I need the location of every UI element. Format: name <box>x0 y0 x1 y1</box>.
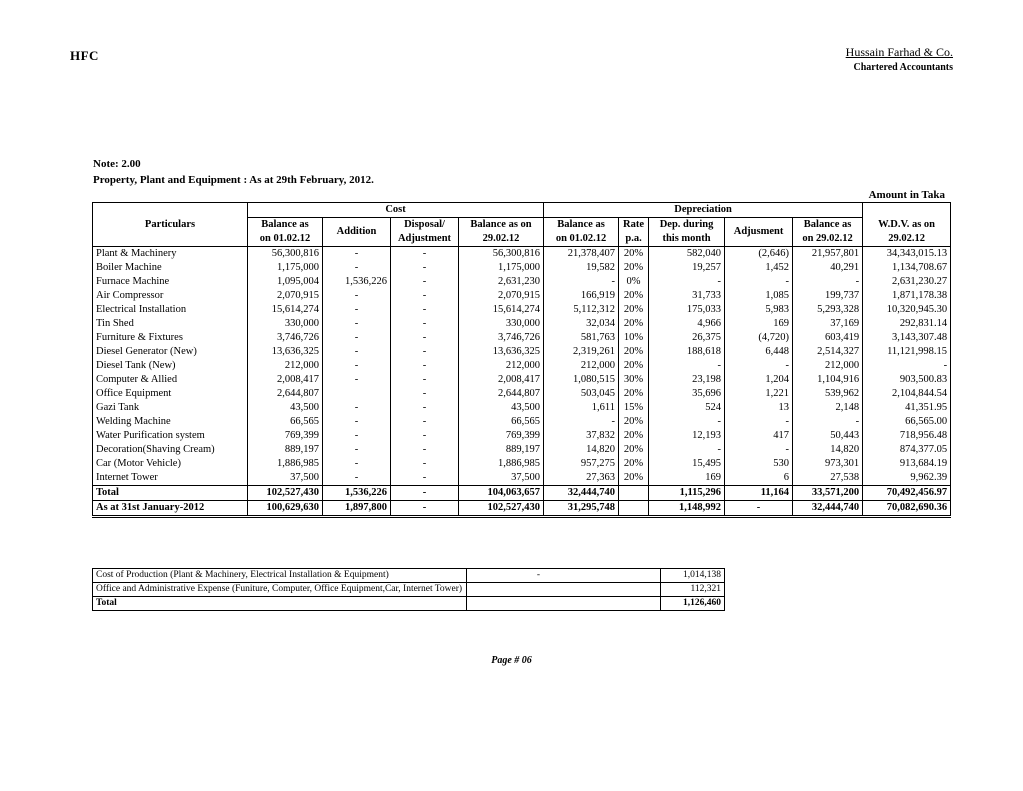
cell: 13,636,325 <box>459 345 544 359</box>
cell: - <box>649 275 725 289</box>
cell: - <box>725 501 793 517</box>
cell: - <box>793 275 863 289</box>
cell: 188,618 <box>649 345 725 359</box>
header-spacer <box>93 203 248 218</box>
cell <box>619 486 649 501</box>
cell: - <box>323 345 391 359</box>
row-label: Plant & Machinery <box>93 247 248 262</box>
ppe-schedule-table <box>92 202 951 518</box>
cell: - <box>863 359 951 373</box>
cell: - <box>793 415 863 429</box>
cell: 37,500 <box>459 471 544 486</box>
cell: - <box>323 457 391 471</box>
prior-period-row <box>93 501 951 517</box>
row-label: Air Compressor <box>93 289 248 303</box>
particulars-header: Particulars <box>93 218 248 233</box>
row-label: As at 31st January-2012 <box>93 501 248 517</box>
cell: - <box>323 303 391 317</box>
cell: 12,193 <box>649 429 725 443</box>
cell: 1,611 <box>544 401 619 415</box>
cell: - <box>323 261 391 275</box>
cell: 35,696 <box>649 387 725 401</box>
cell: 20% <box>619 387 649 401</box>
dep-open-header-1: Balance as <box>544 218 619 233</box>
cell: - <box>544 275 619 289</box>
cell: 603,419 <box>793 331 863 345</box>
cell: 56,300,816 <box>248 247 323 262</box>
cell: 2,070,915 <box>459 289 544 303</box>
cell: 874,377.05 <box>863 443 951 457</box>
row-label: Office Equipment <box>93 387 248 401</box>
cell: 1,886,985 <box>459 457 544 471</box>
total-row <box>93 486 951 501</box>
cell: - <box>649 359 725 373</box>
cell: 530 <box>725 457 793 471</box>
cell: 212,000 <box>459 359 544 373</box>
cell: - <box>391 331 459 345</box>
cell: 27,363 <box>544 471 619 486</box>
row-label: Welding Machine <box>93 415 248 429</box>
cell: - <box>391 247 459 262</box>
cell: 10% <box>619 331 649 345</box>
cell: - <box>391 303 459 317</box>
cell: 330,000 <box>459 317 544 331</box>
cell: - <box>323 429 391 443</box>
page-number: Page # 06 <box>491 655 532 666</box>
cell: - <box>649 443 725 457</box>
cell: 15,614,274 <box>459 303 544 317</box>
cost-row <box>93 569 725 583</box>
cell: 524 <box>649 401 725 415</box>
table-row <box>93 415 951 429</box>
cell: 2,008,417 <box>248 373 323 387</box>
cell: 1,085 <box>725 289 793 303</box>
row-label: Decoration(Shaving Cream) <box>93 443 248 457</box>
cell: 2,070,915 <box>248 289 323 303</box>
dep-close-header-1: Balance as <box>793 218 863 233</box>
cell: - <box>725 359 793 373</box>
cell: 4,966 <box>649 317 725 331</box>
bal-close-header-1: Balance as on <box>459 218 544 233</box>
cost-value: 1,014,138 <box>661 569 725 583</box>
cell: 20% <box>619 303 649 317</box>
cell: 102,527,430 <box>459 501 544 517</box>
cell: - <box>323 373 391 387</box>
cell: - <box>391 486 459 501</box>
cell: 581,763 <box>544 331 619 345</box>
note-number: Note: 2.00 <box>93 158 141 170</box>
cell: 1,204 <box>725 373 793 387</box>
cost-allocation-body <box>93 569 725 611</box>
cell: 11,121,998.15 <box>863 345 951 359</box>
cell: 175,033 <box>649 303 725 317</box>
cell: 20% <box>619 457 649 471</box>
cell: - <box>725 275 793 289</box>
cell: - <box>391 471 459 486</box>
cell: 41,351.95 <box>863 401 951 415</box>
cost-row <box>93 583 725 597</box>
cell: 5,293,328 <box>793 303 863 317</box>
cell: - <box>391 359 459 373</box>
cell: 2,644,807 <box>248 387 323 401</box>
cell: 37,169 <box>793 317 863 331</box>
cell: - <box>391 373 459 387</box>
table-row <box>93 443 951 457</box>
cell: 20% <box>619 443 649 457</box>
cell: 20% <box>619 289 649 303</box>
cell: 30% <box>619 373 649 387</box>
table-row <box>93 387 951 401</box>
cell: 169 <box>725 317 793 331</box>
cell: 889,197 <box>248 443 323 457</box>
cost-allocation-table <box>92 568 725 611</box>
dep-open-header-2: on 01.02.12 <box>544 232 619 247</box>
disposal-header-1: Disposal/ <box>391 218 459 233</box>
cell: 2,514,327 <box>793 345 863 359</box>
bal-open-header-2: on 01.02.12 <box>248 232 323 247</box>
cell: 20% <box>619 471 649 486</box>
cost-value: 1,126,460 <box>661 597 725 611</box>
cell: 1,134,708.67 <box>863 261 951 275</box>
disposal-header-2: Adjustment <box>391 232 459 247</box>
cell: 21,378,407 <box>544 247 619 262</box>
cell: - <box>391 429 459 443</box>
cell: - <box>649 415 725 429</box>
cell: 10,320,945.30 <box>863 303 951 317</box>
cell: 957,275 <box>544 457 619 471</box>
cell: 3,143,307.48 <box>863 331 951 345</box>
row-label: Furnace Machine <box>93 275 248 289</box>
cell: - <box>391 317 459 331</box>
note-title: Property, Plant and Equipment : As at 29th February, 2012. <box>93 174 374 186</box>
cell: 2,644,807 <box>459 387 544 401</box>
cell: 14,820 <box>544 443 619 457</box>
table-row <box>93 275 951 289</box>
cell: 769,399 <box>459 429 544 443</box>
cost-value: 112,321 <box>661 583 725 597</box>
cell: 0% <box>619 275 649 289</box>
cell: - <box>391 387 459 401</box>
bal-close-header-2: 29.02.12 <box>459 232 544 247</box>
cell: 5,112,312 <box>544 303 619 317</box>
cell: 539,962 <box>793 387 863 401</box>
row-label: Car (Motor Vehicle) <box>93 457 248 471</box>
cost-value <box>467 597 661 611</box>
cell: 43,500 <box>459 401 544 415</box>
cell: 2,631,230 <box>459 275 544 289</box>
group-cost: Cost <box>248 203 544 218</box>
cell: 19,257 <box>649 261 725 275</box>
table-row <box>93 331 951 345</box>
cell: - <box>323 443 391 457</box>
addition-header: Addition <box>323 218 391 247</box>
table-row <box>93 345 951 359</box>
bal-open-header-1: Balance as <box>248 218 323 233</box>
cell: 330,000 <box>248 317 323 331</box>
cell: 6,448 <box>725 345 793 359</box>
cell: - <box>323 401 391 415</box>
company-code: HFC <box>70 48 99 63</box>
table-row <box>93 401 951 415</box>
cell: 3,746,726 <box>248 331 323 345</box>
cell: - <box>391 415 459 429</box>
cell: 19,582 <box>544 261 619 275</box>
cell: 11,164 <box>725 486 793 501</box>
row-label: Diesel Tank (New) <box>93 359 248 373</box>
wdv-header-1: W.D.V. as on <box>863 218 951 233</box>
row-label: Total <box>93 486 248 501</box>
table-row <box>93 359 951 373</box>
cell: 417 <box>725 429 793 443</box>
cost-value <box>467 583 661 597</box>
cell: 1,452 <box>725 261 793 275</box>
cell: 20% <box>619 429 649 443</box>
cell: 1,104,916 <box>793 373 863 387</box>
cell: 50,443 <box>793 429 863 443</box>
cell: 199,737 <box>793 289 863 303</box>
row-label: Tin Shed <box>93 317 248 331</box>
cell: 31,295,748 <box>544 501 619 517</box>
cell: 5,983 <box>725 303 793 317</box>
table-row <box>93 373 951 387</box>
cell: 26,375 <box>649 331 725 345</box>
cell: 20% <box>619 317 649 331</box>
cost-label: Cost of Production (Plant & Machinery, Electrical Installation & Equipment) <box>93 569 467 583</box>
cell: 56,300,816 <box>459 247 544 262</box>
cell: 66,565.00 <box>863 415 951 429</box>
cell: - <box>323 471 391 486</box>
cell: 169 <box>649 471 725 486</box>
cell: 2,104,844.54 <box>863 387 951 401</box>
cell: 27,538 <box>793 471 863 486</box>
cell: 102,527,430 <box>248 486 323 501</box>
ppe-table-body <box>93 247 951 517</box>
cell: 66,565 <box>248 415 323 429</box>
cell: - <box>725 443 793 457</box>
cell: - <box>391 261 459 275</box>
cell: 889,197 <box>459 443 544 457</box>
cell: 1,886,985 <box>248 457 323 471</box>
wdv-header-2: 29.02.12 <box>863 232 951 247</box>
cell: 104,063,657 <box>459 486 544 501</box>
cell: - <box>391 345 459 359</box>
row-label: Boiler Machine <box>93 261 248 275</box>
cell: 15,495 <box>649 457 725 471</box>
row-label: Electrical Installation <box>93 303 248 317</box>
firm-name: Hussain Farhad & Co. <box>845 45 953 59</box>
cell: 31,733 <box>649 289 725 303</box>
cell: 2,631,230.27 <box>863 275 951 289</box>
cell: - <box>323 247 391 262</box>
cell: 1,897,800 <box>323 501 391 517</box>
table-row <box>93 289 951 303</box>
table-row <box>93 317 951 331</box>
cell: 37,832 <box>544 429 619 443</box>
cell: 718,956.48 <box>863 429 951 443</box>
table-row <box>93 471 951 486</box>
cell: - <box>323 289 391 303</box>
cell: - <box>391 401 459 415</box>
adjustment-header: Adjusment <box>725 218 793 247</box>
cell: - <box>323 359 391 373</box>
cell: 15% <box>619 401 649 415</box>
cell: 1,175,000 <box>248 261 323 275</box>
cell: - <box>725 415 793 429</box>
cell: 1,871,178.38 <box>863 289 951 303</box>
cell: 1,080,515 <box>544 373 619 387</box>
cell: 32,034 <box>544 317 619 331</box>
cell: 166,919 <box>544 289 619 303</box>
cell: 66,565 <box>459 415 544 429</box>
cell: 40,291 <box>793 261 863 275</box>
cell: 15,614,274 <box>248 303 323 317</box>
cell: 20% <box>619 345 649 359</box>
row-label: Gazi Tank <box>93 401 248 415</box>
amount-unit: Amount in Taka <box>868 189 945 201</box>
cell: 43,500 <box>248 401 323 415</box>
row-label: Internet Tower <box>93 471 248 486</box>
table-row <box>93 457 951 471</box>
cell: 34,343,015.13 <box>863 247 951 262</box>
cell <box>323 387 391 401</box>
cell: 23,198 <box>649 373 725 387</box>
cell: 20% <box>619 261 649 275</box>
rate-header-2: p.a. <box>619 232 649 247</box>
cell: 1,221 <box>725 387 793 401</box>
cell: 1,095,004 <box>248 275 323 289</box>
dep-month-header-1: Dep. during <box>649 218 725 233</box>
cell: 9,962.39 <box>863 471 951 486</box>
cell: (4,720) <box>725 331 793 345</box>
cell: 582,040 <box>649 247 725 262</box>
cell: 1,536,226 <box>323 486 391 501</box>
cell: 20% <box>619 359 649 373</box>
cell: - <box>391 275 459 289</box>
rate-header-1: Rate <box>619 218 649 233</box>
cell: 503,045 <box>544 387 619 401</box>
cell: 1,175,000 <box>459 261 544 275</box>
cell: 973,301 <box>793 457 863 471</box>
table-row <box>93 261 951 275</box>
particulars-header-spacer <box>93 232 248 247</box>
cell: - <box>391 289 459 303</box>
cell: 32,444,740 <box>544 486 619 501</box>
cell: 3,746,726 <box>459 331 544 345</box>
cell: 913,684.19 <box>863 457 951 471</box>
cell: 100,629,630 <box>248 501 323 517</box>
cell <box>619 501 649 517</box>
cell: 6 <box>725 471 793 486</box>
cell: 769,399 <box>248 429 323 443</box>
cost-label: Office and Administrative Expense (Funiture, Computer, Office Equipment,Car, Internet Tower) <box>93 583 467 597</box>
cell: 33,571,200 <box>793 486 863 501</box>
row-label: Furniture & Fixtures <box>93 331 248 345</box>
cell: 2,319,261 <box>544 345 619 359</box>
cell: - <box>323 331 391 345</box>
table-row <box>93 429 951 443</box>
cell: - <box>391 501 459 517</box>
cost-value: - <box>467 569 661 583</box>
cell: - <box>391 443 459 457</box>
cell: 903,500.83 <box>863 373 951 387</box>
cell: 13,636,325 <box>248 345 323 359</box>
cell: - <box>544 415 619 429</box>
cell: (2,646) <box>725 247 793 262</box>
cell: 13 <box>725 401 793 415</box>
cell: 212,000 <box>793 359 863 373</box>
row-label: Water Purification system <box>93 429 248 443</box>
cell: - <box>323 415 391 429</box>
cell: 20% <box>619 247 649 262</box>
cell: 2,148 <box>793 401 863 415</box>
cost-total-row <box>93 597 725 611</box>
cost-label: Total <box>93 597 467 611</box>
cell: 1,536,226 <box>323 275 391 289</box>
cell: 212,000 <box>248 359 323 373</box>
dep-month-header-2: this month <box>649 232 725 247</box>
cell: 21,957,801 <box>793 247 863 262</box>
cell: - <box>323 317 391 331</box>
firm-subtitle: Chartered Accountants <box>853 62 953 73</box>
cell: 212,000 <box>544 359 619 373</box>
cell: 32,444,740 <box>793 501 863 517</box>
cell: 1,148,992 <box>649 501 725 517</box>
dep-close-header-2: on 29.02.12 <box>793 232 863 247</box>
cell: 14,820 <box>793 443 863 457</box>
cell: - <box>391 457 459 471</box>
row-label: Diesel Generator (New) <box>93 345 248 359</box>
table-row <box>93 303 951 317</box>
cell: 20% <box>619 415 649 429</box>
cell: 1,115,296 <box>649 486 725 501</box>
group-depreciation: Depreciation <box>544 203 863 218</box>
cell: 70,492,456.97 <box>863 486 951 501</box>
wdv-header-top <box>863 203 951 218</box>
cell: 292,831.14 <box>863 317 951 331</box>
cell: 37,500 <box>248 471 323 486</box>
table-row <box>93 247 951 262</box>
cell: 70,082,690.36 <box>863 501 951 517</box>
cell: 2,008,417 <box>459 373 544 387</box>
row-label: Computer & Allied <box>93 373 248 387</box>
